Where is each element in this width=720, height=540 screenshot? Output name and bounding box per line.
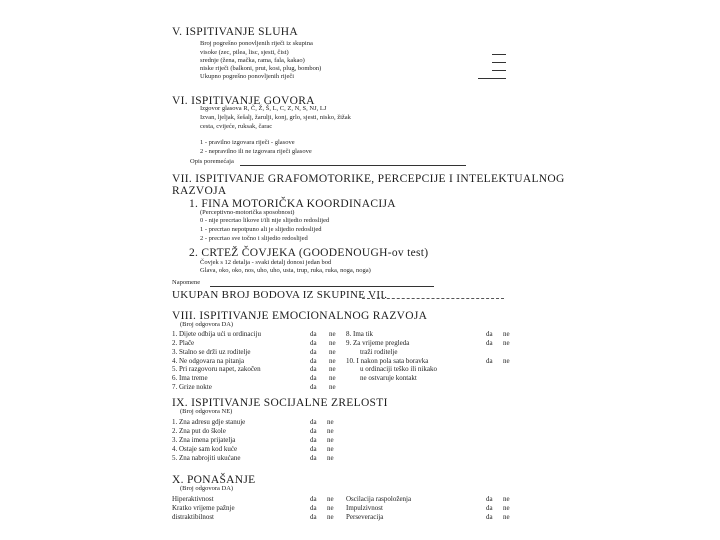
s9-item: 3. Zna imena prijatelja — [172, 436, 236, 444]
section-9-title: IX. ISPITIVANJE SOCIJALNE ZRELOSTI — [172, 397, 388, 409]
s8-item: 10. I nakon pola sata boravka — [346, 357, 429, 365]
da-option[interactable]: da — [486, 330, 493, 338]
s7-sub1-line: 1 - precrtao nepotpuno ali je slijedio redoslijed — [200, 226, 322, 233]
s7-sub1-line: (Perceptivno-motorička sposobnost) — [200, 209, 295, 216]
section-10-title: X. PONAŠANJE — [172, 474, 256, 486]
ne-option[interactable]: ne — [503, 357, 510, 365]
s8-item: 6. Ima treme — [172, 374, 208, 382]
da-option[interactable]: da — [310, 339, 317, 347]
s8-item-cont: u ordinaciji teško ili nikako — [360, 365, 437, 373]
section-7-title: VII. ISPITIVANJE GRAFOMOTORIKE, PERCEPCIJE I INTELEKTUALNOG — [172, 173, 565, 185]
s7-sub2-line: Glava, oko, oko, nos, uho, uho, usta, trup, ruka, ruka, noga, noga) — [200, 267, 371, 274]
ukupan-answer-line[interactable] — [362, 298, 504, 299]
s9-item: 4. Ostaje sam kod kuće — [172, 445, 238, 453]
ne-option[interactable]: ne — [503, 495, 510, 503]
ne-option[interactable]: ne — [327, 418, 334, 426]
da-option[interactable]: da — [486, 357, 493, 365]
da-option[interactable]: da — [310, 495, 317, 503]
s6-line: Izgovor glasova R, Č, Ž, Š, L, C, Z, N, S, NJ, LJ — [200, 105, 327, 112]
answer-line[interactable] — [478, 78, 506, 79]
s10-item: distraktibilnost — [172, 513, 214, 521]
ne-option[interactable]: ne — [329, 339, 336, 347]
ne-option[interactable]: ne — [327, 436, 334, 444]
opis-label: Opis poremećaja — [190, 158, 234, 165]
s8-item: 7. Grize nokte — [172, 383, 212, 391]
ne-option[interactable]: ne — [503, 339, 510, 347]
s10-subtitle: (Broj odgovora DA) — [180, 485, 234, 492]
da-option[interactable]: da — [310, 427, 317, 435]
s7-sub2-line: Čovjek s 12 detalja - svaki detalj donosi jedan bod — [200, 259, 332, 266]
s8-item: 4. Ne odgovara na pitanja — [172, 357, 245, 365]
da-option[interactable]: da — [486, 513, 493, 521]
ne-option[interactable]: ne — [327, 454, 334, 462]
s8-item-cont: traži roditelje — [360, 348, 398, 356]
s8-item: 1. Dijete odbija ući u ordinaciju — [172, 330, 262, 338]
da-option[interactable]: da — [310, 383, 317, 391]
da-option[interactable]: da — [310, 513, 317, 521]
s9-subtitle: (Broj odgovora NE) — [180, 408, 233, 415]
s8-item: 5. Pri razgovoru napet, zakočen — [172, 365, 261, 373]
s10-item: Kratko vrijeme pažnje — [172, 504, 235, 512]
da-option[interactable]: da — [310, 330, 317, 338]
s10-item: Oscilacija raspoloženja — [346, 495, 412, 503]
ne-option[interactable]: ne — [327, 495, 334, 503]
section-8-title: VIII. ISPITIVANJE EMOCIONALNOG RAZVOJA — [172, 310, 428, 322]
s9-item: 1. Zna adresu gdje stanuje — [172, 418, 246, 426]
ne-option[interactable]: ne — [329, 330, 336, 338]
s5-line: Broj pogrešno ponovljenih riječi iz skupina — [200, 40, 313, 47]
s8-item-cont: ne ostvaruje kontakt — [360, 374, 417, 382]
ne-option[interactable]: ne — [329, 383, 336, 391]
s6-line: cesta, cvijeće, ruksak, čarac — [200, 123, 273, 130]
ne-option[interactable]: ne — [503, 504, 510, 512]
answer-line[interactable] — [492, 54, 506, 55]
da-option[interactable]: da — [310, 374, 317, 382]
da-option[interactable]: da — [310, 357, 317, 365]
answer-line[interactable] — [492, 62, 506, 63]
napomene-label: Napomene — [172, 279, 201, 286]
s8-item: 2. Plače — [172, 339, 195, 347]
s8-subtitle: (Broj odgovora DA) — [180, 321, 234, 328]
da-option[interactable]: da — [310, 445, 317, 453]
da-option[interactable]: da — [310, 504, 317, 512]
s5-line: srednje (žena, mačka, rama, fala, kakao) — [200, 57, 305, 64]
ne-option[interactable]: ne — [327, 427, 334, 435]
ne-option[interactable]: ne — [503, 513, 510, 521]
s6-scale-item: 2 - nepravilno ili ne izgovara riječi glasove — [200, 148, 312, 155]
s5-line: Ukupno pogrešno ponovljenih riječi — [200, 73, 295, 80]
s6-scale-item: 1 - pravilno izgovara riječi - glasove — [200, 139, 295, 146]
ukupan-label: UKUPAN BROJ BODOVA IZ SKUPINE VII. — [172, 289, 388, 301]
section-5-title: V. ISPITIVANJE SLUHA — [172, 26, 299, 38]
s8-item: 3. Stalno se drži uz roditelje — [172, 348, 251, 356]
section-6-title: VI. ISPITIVANJE GOVORA — [172, 95, 315, 107]
s5-line: visoke (zec, pilea, lisc, sjesti, čist) — [200, 49, 289, 56]
s10-item: Perseveracija — [346, 513, 384, 521]
ne-option[interactable]: ne — [329, 348, 336, 356]
s10-item: Hiperaktivnost — [172, 495, 214, 503]
ne-option[interactable]: ne — [327, 513, 334, 521]
subsection-title: 1. FINA MOTORIČKA KOORDINACIJA — [189, 198, 396, 210]
da-option[interactable]: da — [310, 348, 317, 356]
da-option[interactable]: da — [310, 418, 317, 426]
s9-item: 2. Zna put do škole — [172, 427, 226, 435]
ne-option[interactable]: ne — [327, 504, 334, 512]
da-option[interactable]: da — [310, 454, 317, 462]
s8-item: 8. Ima tik — [346, 330, 374, 338]
s8-item: 9. Za vrijeme pregleda — [346, 339, 410, 347]
subsection-title: 2. CRTEŽ ČOVJEKA (GOODENOUGH-ov test) — [189, 247, 429, 259]
ne-option[interactable]: ne — [327, 445, 334, 453]
da-option[interactable]: da — [486, 495, 493, 503]
da-option[interactable]: da — [310, 365, 317, 373]
s10-item: Impulzivnost — [346, 504, 383, 512]
ne-option[interactable]: ne — [503, 330, 510, 338]
s7-sub1-line: 2 - precrtao sve točno i slijedio redoslijed — [200, 235, 308, 242]
s6-line: Izvan, ljeljak, šešalj, žarulji, konj, grlo, sjesti, nisko, žižak — [200, 114, 351, 121]
opis-answer-line[interactable] — [240, 165, 466, 166]
da-option[interactable]: da — [486, 504, 493, 512]
ne-option[interactable]: ne — [329, 374, 336, 382]
napomene-answer-line[interactable] — [210, 286, 434, 287]
da-option[interactable]: da — [486, 339, 493, 347]
s5-line: niske riječi (balkoni, prut, kosi, plug, bombon) — [200, 65, 322, 72]
ne-option[interactable]: ne — [329, 357, 336, 365]
answer-line[interactable] — [492, 70, 506, 71]
s9-item: 5. Zna nabrojiti ukućane — [172, 454, 241, 462]
section-7-title-cont: RAZVOJA — [172, 185, 227, 197]
ne-option[interactable]: ne — [329, 365, 336, 373]
s7-sub1-line: 0 - nije precrtao likove i/ili nije slijedio redoslijed — [200, 217, 330, 224]
da-option[interactable]: da — [310, 436, 317, 444]
